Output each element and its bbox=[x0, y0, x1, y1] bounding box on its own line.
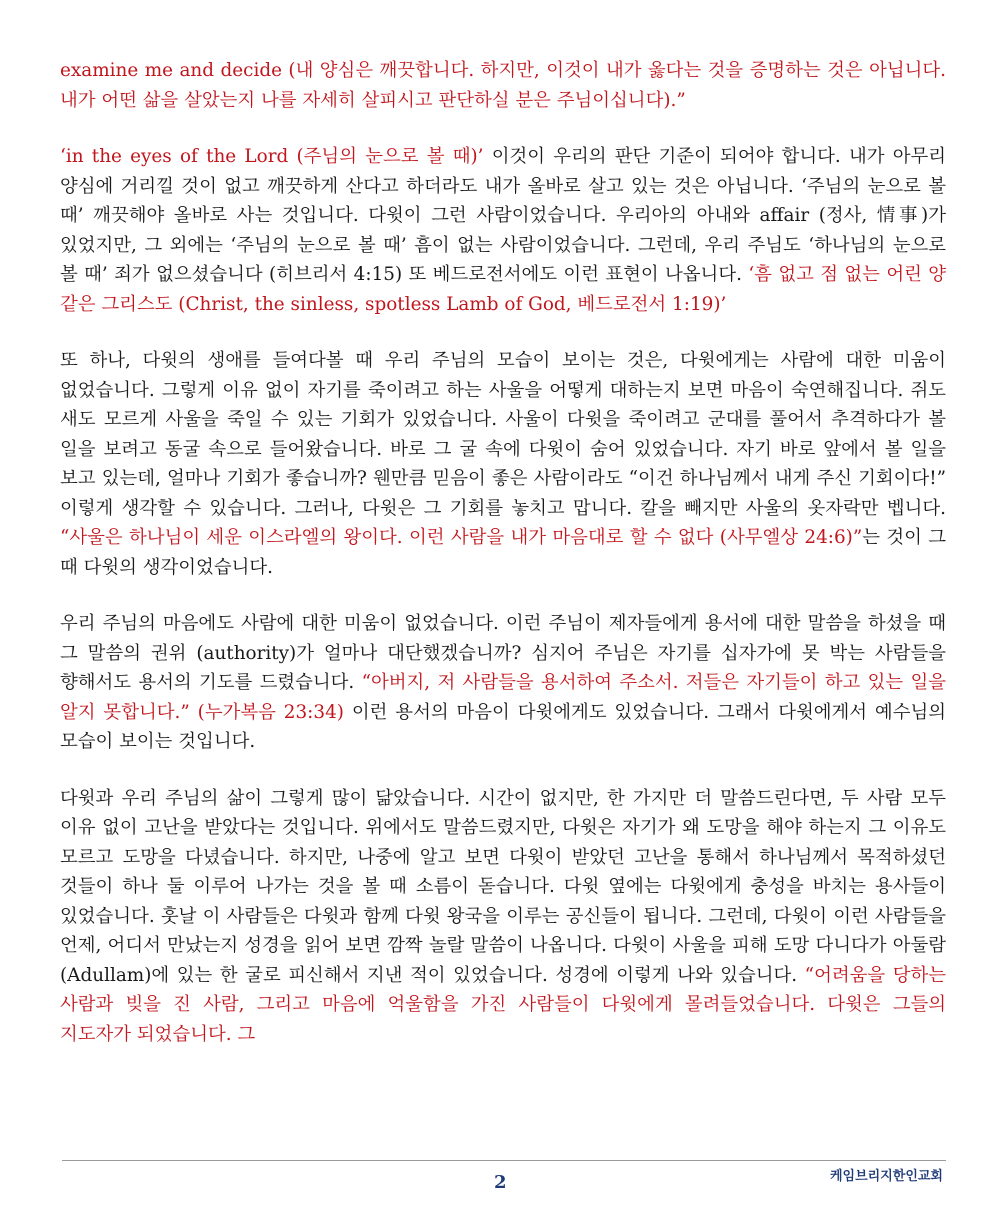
page-content bbox=[60, 56, 946, 1076]
page-number: 2 bbox=[494, 1172, 507, 1193]
segment: 다윗과 우리 주님의 삶이 그렇게 많이 닮았습니다. 시간이 없지만, 한 가지만 더 말씀드린다면, 두 사람 모두 이유 없이 고난을 받았다는 것입니다. 위에서도 말씀드렸지만, 다윗은 자기가 왜 도망을 해야 하는지 그 이유도 모르고 도망을 다녔습니다. 하지만, 나중에 알고 보면 다윗이 받았던 고난을 통해서 하나님께서 목적하셨던 것들이 하나 둘 이루어 나가는 것을 볼 때 소름이 돋습니다. 다윗 옆에는 다윗에게 충성을 바치는 용사들이 있었습니다. 훗날 이 사람들은 다윗과 함께 다윗 왕국을 이루는 공신들이 됩니다. 그런데, 다윗이 이런 사람들을 언제, 어디서 만났는지 성경을 읽어 보면 깜짝 놀랄 말씀이 나옵니다. 다윗이 사울을 피해 도망 다니다가 아둘람 (Adullam)에 있는 한 굴로 피신해서 지낸 적이 있었습니다. 성경에 이렇게 나와 있습니다. bbox=[60, 787, 946, 986]
segment: ‘in the eyes of the Lord (주님의 눈으로 볼 때)’ bbox=[60, 146, 484, 167]
paragraph-2 bbox=[60, 142, 946, 319]
segment: 우리 주님의 마음에도 사람에 대한 미움이 없었습니다. 이런 주님이 제자들에게 용서에 대한 말씀을 하셨을 때 그 말씀의 권위 (authority)가 얼마나 대단했겠습니까? 심지어 주님은 자기를 십자가에 못 박는 사람들을 향해서도 용서의 기도를 드렸습니다. bbox=[60, 613, 946, 693]
paragraph-3 bbox=[60, 346, 946, 582]
church-name: 케임브리지한인교회 bbox=[829, 1169, 943, 1184]
segment: ‘흠 없고 점 없는 어린 양 같은 그리스도 (Christ, the sinless, spotless Lamb of God, 베드로전서 1:19)’ bbox=[60, 264, 946, 315]
segment: 이것이 우리의 판단 기준이 되어야 합니다. 내가 아무리 양심에 거리낄 것이 없고 깨끗하게 산다고 하더라도 내가 올바로 살고 있는 것은 아닙니다. ‘주님의 눈으로 볼 때’ 깨끗해야 올바로 사는 것입니다. 다윗이 그런 사람이었습니다. 우리아의 아내와 affair (정사, 情事)가 있었지만, 그 외에는 ‘주님의 눈으로 볼 때’ 흠이 없는 사람이었습니다. 그런데, 우리 주님도 ‘하나님의 눈으로 볼 때’ 죄가 없으셨습니다 (히브리서 4:15) 또 베드로전서에도 이런 표현이 나옵니다. bbox=[60, 146, 947, 285]
segment: “어려움을 당하는 사람과 빚을 진 사람, 그리고 마음에 억울함을 가진 사람들이 다윗에게 몰려들었습니다. 다윗은 그들의 지도자가 되었습니다. 그 bbox=[60, 964, 947, 1045]
segment: “사울은 하나님이 세운 이스라엘의 왕이다. 이런 사람을 내가 마음대로 할 수 없다 (사무엘상 24:6)” bbox=[60, 527, 863, 548]
segment: 또 하나, 다윗의 생애를 들여다볼 때 우리 주님의 모습이 보이는 것은, 다윗에게는 사람에 대한 미움이 없었습니다. 그렇게 이유 없이 자기를 죽이려고 하는 사울을 어떻게 대하는지 보면 마음이 숙연해집니다. 쥐도 새도 모르게 사울을 죽일 수 있는 기회가 있었습니다. 사울이 다윗을 죽이려고 군대를 풀어서 추격하다가 볼 일을 보려고 동굴 속으로 들어왔습니다. 바로 그 굴 속에 다윗이 숨어 있었습니다. 자기 바로 앞에서 볼 일을 보고 있는데, 얼마나 기회가 좋습니까? 웬만큼 믿음이 좋은 사람이라도 “이건 하나님께서 내게 주신 기회이다!” 이렇게 생각할 수 있습니다. 그러나, 다윗은 그 기회를 놓치고 맙니다. 칼을 빼지만 사울의 옷자락만 벱니다. bbox=[60, 350, 946, 519]
paragraph-5 bbox=[60, 784, 946, 1050]
segment: 는 것이 그 때 다윗의 생각이었습니다. bbox=[60, 527, 946, 578]
paragraph-1 bbox=[60, 56, 946, 115]
footer-divider bbox=[62, 1160, 946, 1161]
paragraph-4 bbox=[60, 609, 946, 757]
segment: 이런 용서의 마음이 다윗에게도 있었습니다. 그래서 다윗에게서 예수님의 모습이 보이는 것입니다. bbox=[60, 701, 946, 752]
segment: examine me and decide (내 양심은 깨끗합니다. 하지만, 이것이 내가 옳다는 것을 증명하는 것은 아닙니다. 내가 어떤 삶을 살았는지 나를 자세히 살피시고 판단하실 분은 주님이십니다).” bbox=[60, 60, 946, 111]
segment: “아버지, 저 사람들을 용서하여 주소서. 저들은 자기들이 하고 있는 일을 알지 못합니다.” (누가복음 23:34) bbox=[60, 672, 946, 723]
